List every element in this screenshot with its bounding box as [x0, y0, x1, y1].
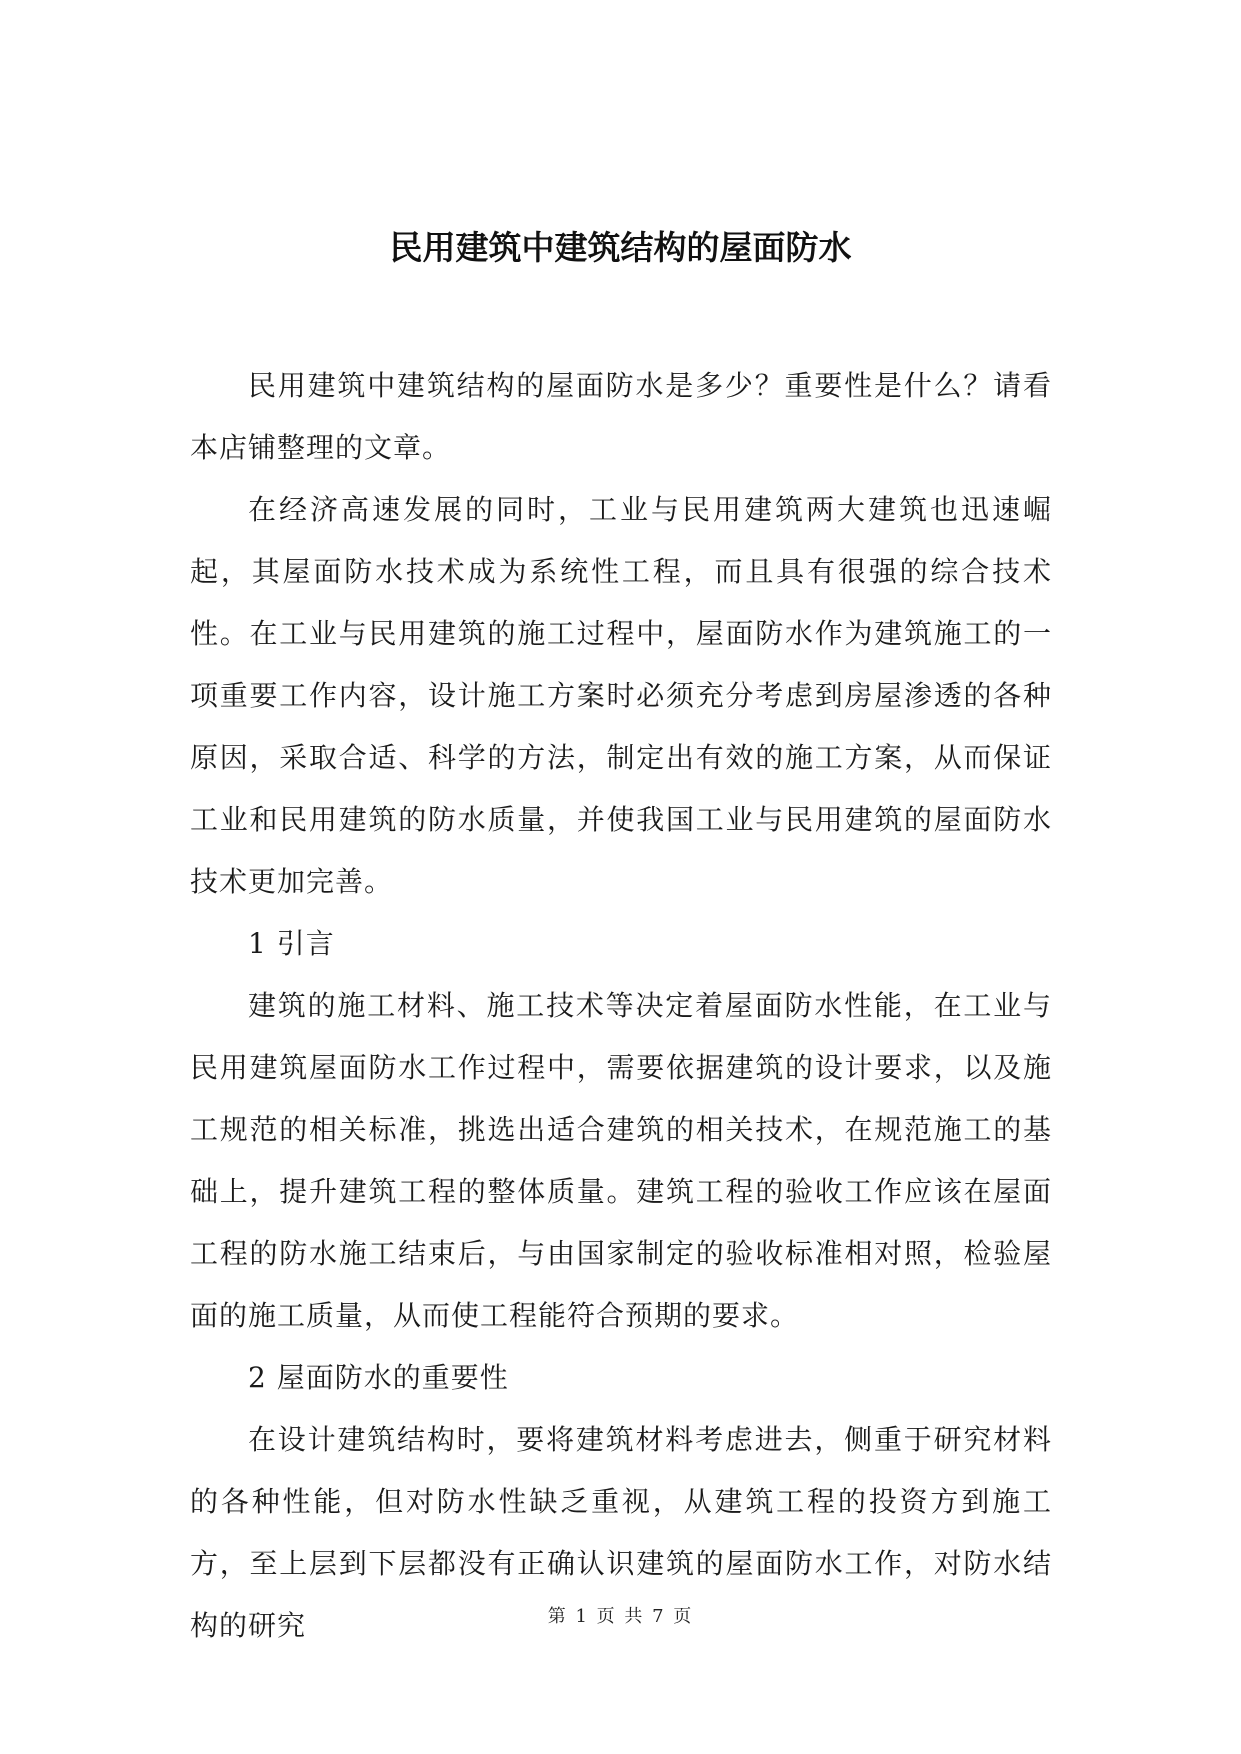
- section-heading-introduction: 1 引言: [248, 927, 335, 960]
- section-heading-importance: 2 屋面防水的重要性: [248, 1361, 509, 1394]
- introduction-paragraph: 建筑的施工材料、施工技术等决定着屋面防水性能，在工业与民用建筑屋面防水工作过程中，需要依据建筑的设计要求，以及施工规范的相关标准，挑选出适合建筑的相关技术，在规范施工的基础上，提升建筑工程的整体质量。建筑工程的验收工作应该在屋面工程的防水施工结束后，与由国家制定的验收标准相对照，检验屋面的施工质量，从而使工程能符合预期的要求。: [190, 989, 1052, 1332]
- page-footer: 第 1 页 共 7 页: [547, 1606, 694, 1627]
- document-body: [190, 355, 1052, 1657]
- document-title: 民用建筑中建筑结构的屋面防水: [389, 228, 852, 267]
- background-paragraph: 在经济高速发展的同时，工业与民用建筑两大建筑也迅速崛起，其屋面防水技术成为系统性工程，而且具有很强的综合技术性。在工业与民用建筑的施工过程中，屋面防水作为建筑施工的一项重要工作内容，设计施工方案时必须充分考虑到房屋渗透的各种原因，采取合适、科学的方法，制定出有效的施工方案，从而保证工业和民用建筑的防水质量，并使我国工业与民用建筑的屋面防水技术更加完善。: [190, 493, 1052, 898]
- intro-paragraph: 民用建筑中建筑结构的屋面防水是多少？重要性是什么？请看本店铺整理的文章。: [190, 369, 1052, 464]
- importance-paragraph: 在设计建筑结构时，要将建筑材料考虑进去，侧重于研究材料的各种性能，但对防水性缺乏重视，从建筑工程的投资方到施工方，至上层到下层都没有正确认识建筑的屋面防水工作，对防水结构的研究: [190, 1423, 1052, 1642]
